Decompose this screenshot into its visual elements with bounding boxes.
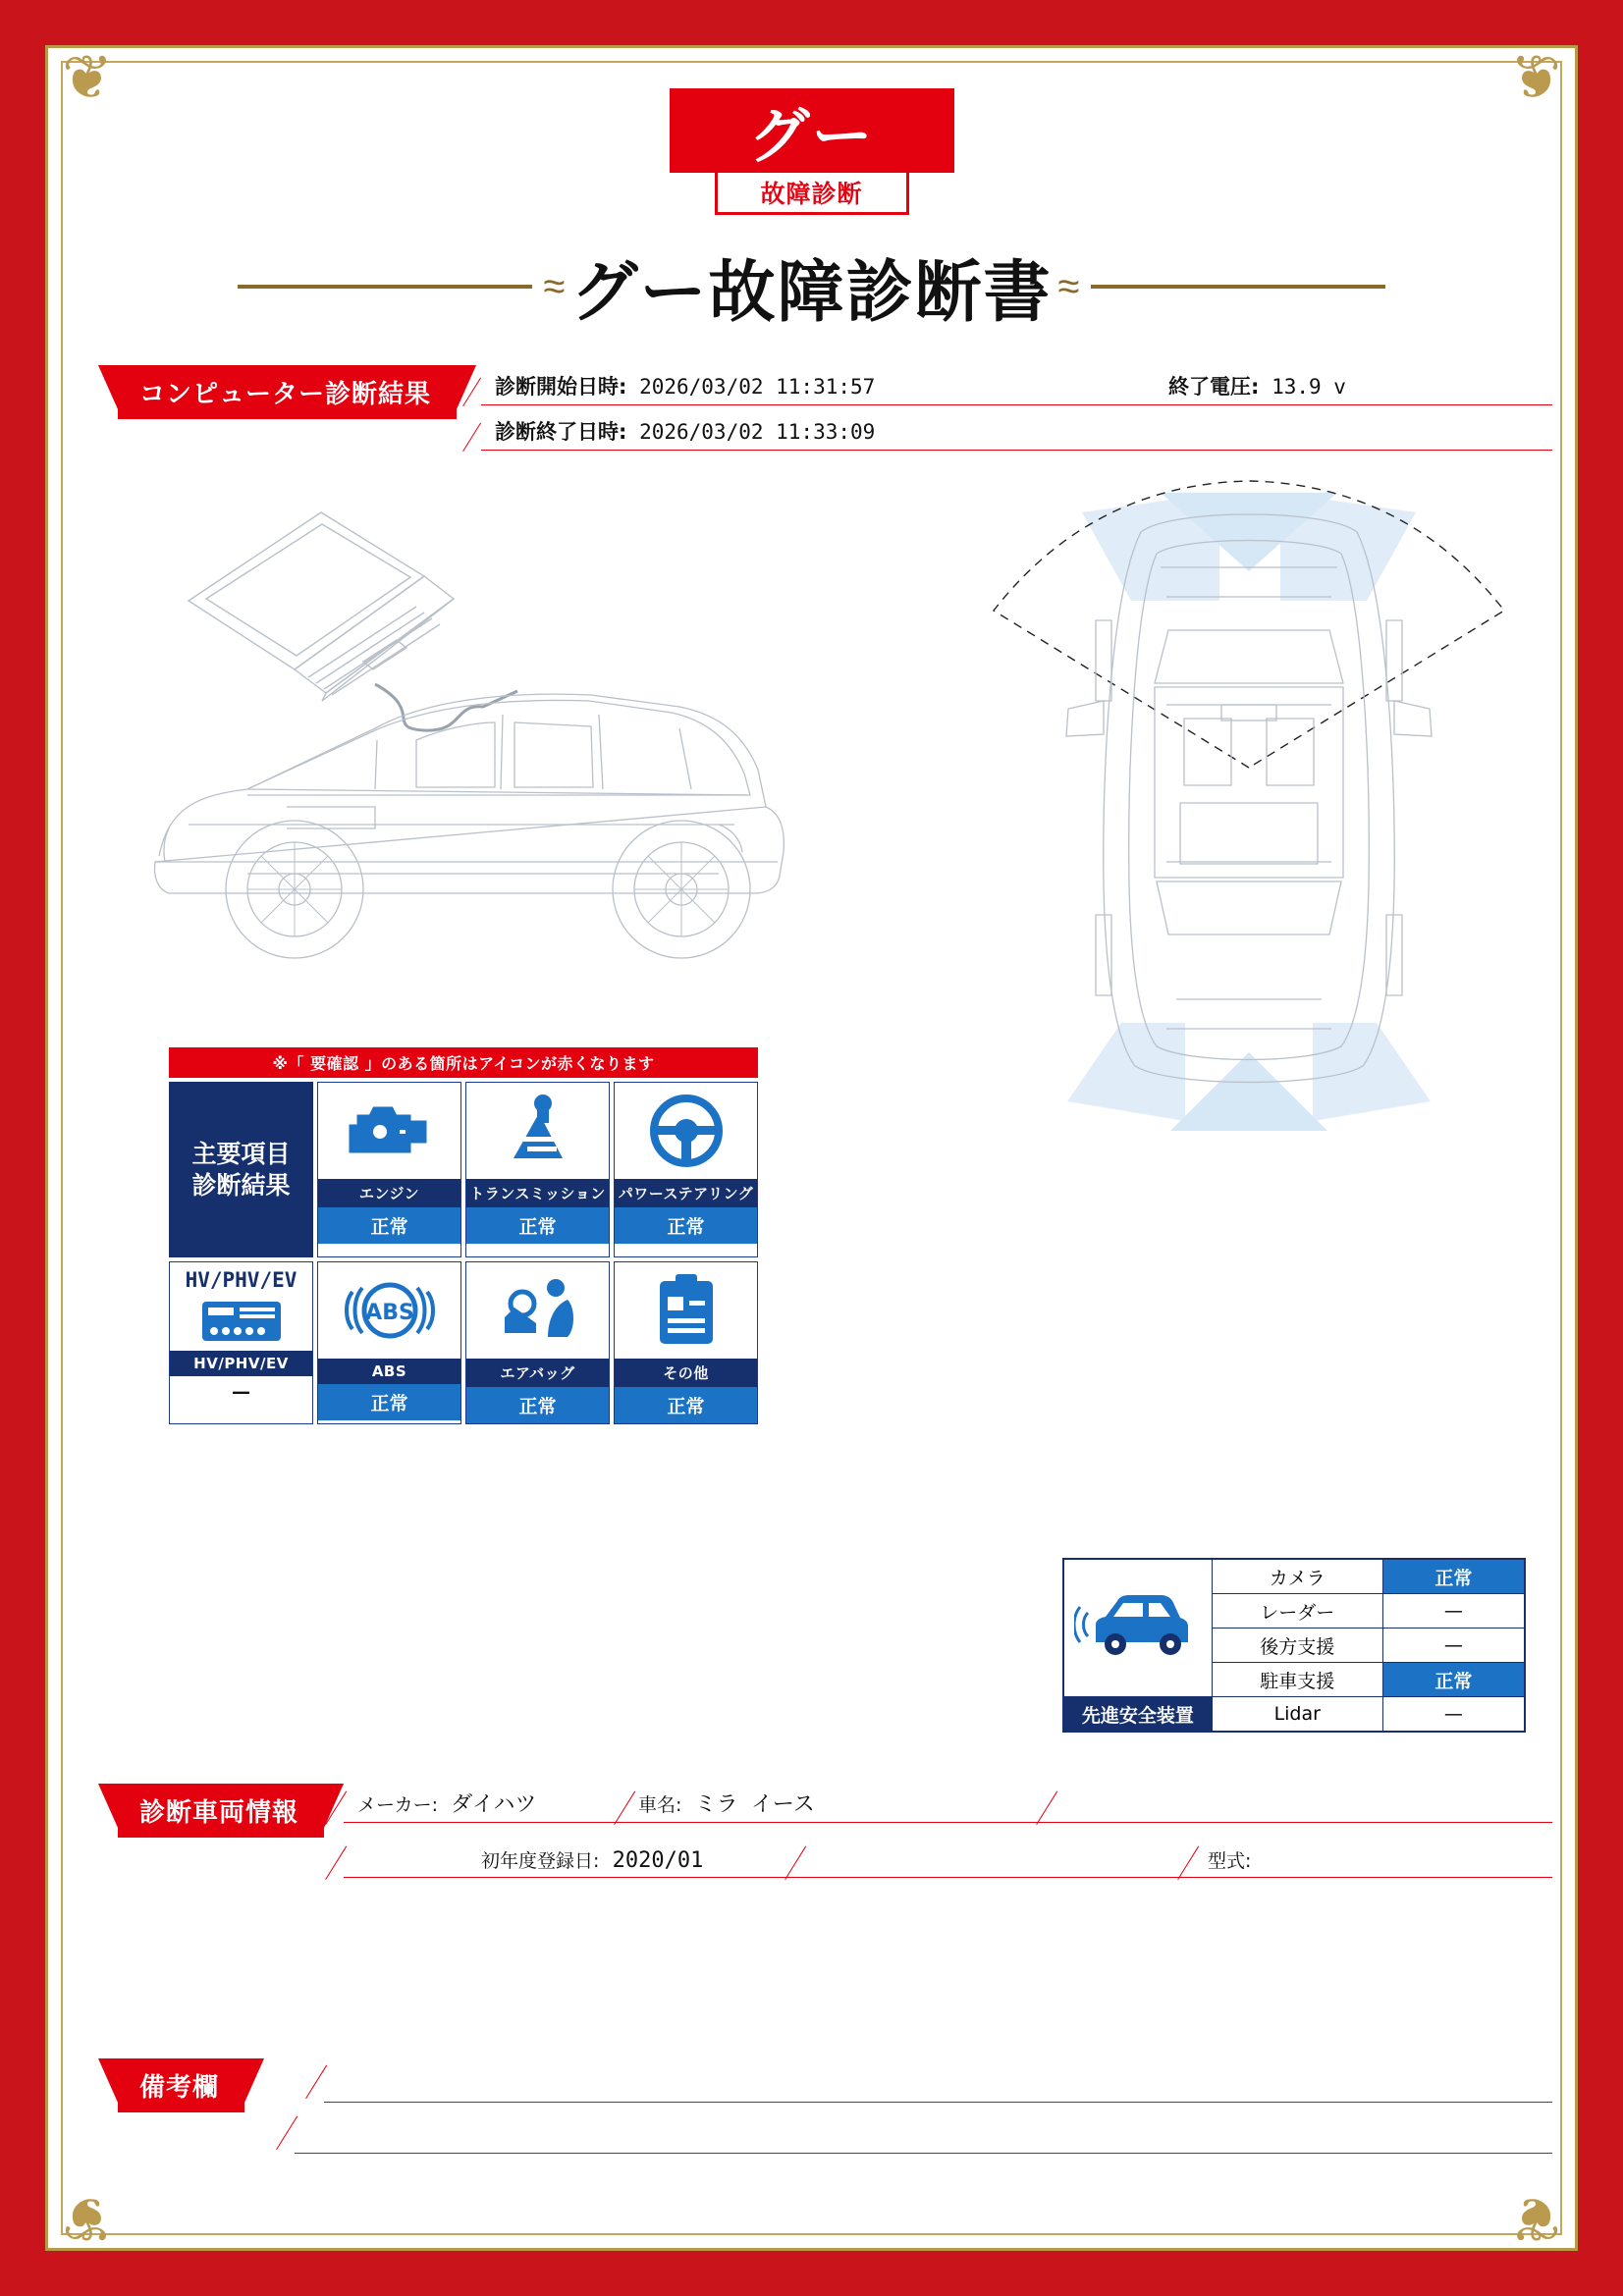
svg-text:ABS: ABS bbox=[364, 1301, 414, 1325]
item-engine[interactable] bbox=[317, 1082, 461, 1257]
adas-label-rear: 後方支援 bbox=[1212, 1629, 1382, 1663]
steering-icon bbox=[615, 1083, 757, 1179]
adas-footer-label: 先進安全装置 bbox=[1064, 1697, 1213, 1732]
title-rule-right bbox=[1091, 285, 1385, 289]
document-title-row bbox=[61, 233, 1562, 341]
item-abs-value: 正常 bbox=[318, 1384, 460, 1420]
vehicle-type-label: 型式: bbox=[1208, 1850, 1252, 1872]
item-steering-value: 正常 bbox=[615, 1207, 757, 1244]
item-steering-label: パワーステアリング bbox=[615, 1179, 757, 1207]
vehicle-first-reg-value: 2020/01 bbox=[612, 1848, 704, 1873]
corner-ornament-icon: ❦ bbox=[1510, 2184, 1561, 2252]
item-transmission-label: トランスミッション bbox=[466, 1179, 609, 1207]
vehicle-maker-label: メーカー: bbox=[357, 1794, 439, 1816]
items-head-cell bbox=[169, 1082, 313, 1257]
items-note: ※「 要確認 」のある箇所はアイコンが赤くなります bbox=[169, 1047, 758, 1078]
corner-ornament-icon: ❦ bbox=[62, 44, 113, 112]
vehicle-maker-line bbox=[344, 1784, 1552, 1829]
abs-icon bbox=[318, 1262, 460, 1359]
vehicle-info-ribbon: 診断車両情報 bbox=[118, 1784, 324, 1838]
title-ornament-icon: ≈ bbox=[1057, 265, 1080, 308]
logo-sub-text: 故障診断 bbox=[760, 180, 863, 208]
airbag-icon bbox=[466, 1262, 609, 1359]
item-other-label: その他 bbox=[615, 1359, 757, 1387]
end-voltage-label: 終了電圧: bbox=[1168, 375, 1260, 399]
item-abs-label: ABS bbox=[318, 1359, 460, 1384]
item-transmission-value: 正常 bbox=[466, 1207, 609, 1244]
computer-diagnosis-section bbox=[98, 365, 1552, 473]
table-row bbox=[1064, 1697, 1525, 1732]
vehicle-model-value: ミラ イース bbox=[694, 1792, 815, 1817]
item-airbag-value: 正常 bbox=[466, 1387, 609, 1423]
item-other-value: 正常 bbox=[615, 1387, 757, 1423]
vehicle-registration-line bbox=[344, 1839, 1552, 1884]
adas-label-lidar: Lidar bbox=[1212, 1697, 1382, 1732]
item-abs[interactable] bbox=[317, 1261, 461, 1424]
item-other[interactable] bbox=[614, 1261, 758, 1424]
top-view-car-illustration bbox=[974, 473, 1524, 1180]
main-items-section bbox=[169, 1047, 758, 1424]
logo-sub-box bbox=[715, 173, 909, 215]
computer-diagnosis-lines bbox=[481, 365, 1552, 455]
illustration-area bbox=[61, 483, 1562, 1062]
engine-icon bbox=[318, 1083, 460, 1179]
items-grid bbox=[169, 1078, 758, 1424]
adas-car-icon bbox=[1064, 1560, 1213, 1697]
adas-label-parking: 駐車支援 bbox=[1212, 1663, 1382, 1697]
document-page bbox=[61, 61, 1562, 2235]
vehicle-first-reg-label: 初年度登録日: bbox=[481, 1850, 600, 1872]
item-engine-label: エンジン bbox=[318, 1179, 460, 1207]
page-title: グー故障診断書 bbox=[570, 253, 1053, 332]
diagnosis-start-label: 診断開始日時: bbox=[495, 375, 627, 399]
diagnosis-finish-label: 診断終了日時: bbox=[495, 420, 627, 444]
adas-value-lidar: — bbox=[1382, 1697, 1524, 1732]
item-airbag-label: エアバッグ bbox=[466, 1359, 609, 1387]
transmission-icon bbox=[466, 1083, 609, 1179]
computer-diagnosis-ribbon: コンピューター診断結果 bbox=[118, 365, 457, 419]
diagnosis-finish-value: 2026/03/02 11:33:09 bbox=[639, 420, 876, 444]
adas-value-rear: — bbox=[1382, 1629, 1524, 1663]
item-hv-value: — bbox=[170, 1376, 312, 1408]
item-hv-title: HV/PHV/EV bbox=[185, 1268, 298, 1292]
diagnosis-start-value: 2026/03/02 11:31:57 bbox=[639, 375, 876, 399]
side-view-car-illustration bbox=[130, 483, 1013, 1033]
diagnosis-finish-line bbox=[481, 410, 1552, 455]
adas-table bbox=[1062, 1558, 1526, 1733]
end-voltage-value: 13.9 v bbox=[1271, 375, 1346, 399]
items-head-line2: 診断結果 bbox=[191, 1170, 291, 1200]
diagnosis-start-line bbox=[481, 365, 1552, 410]
adas-value-parking: 正常 bbox=[1382, 1663, 1524, 1697]
item-hv-phv-ev[interactable] bbox=[169, 1261, 313, 1424]
adas-label-camera: カメラ bbox=[1212, 1560, 1382, 1594]
item-engine-value: 正常 bbox=[318, 1207, 460, 1244]
adas-value-radar: — bbox=[1382, 1594, 1524, 1629]
item-airbag[interactable] bbox=[465, 1261, 610, 1424]
adas-label-radar: レーダー bbox=[1212, 1594, 1382, 1629]
logo-main-text: グー bbox=[748, 99, 875, 172]
item-steering[interactable] bbox=[614, 1082, 758, 1257]
clipboard-icon bbox=[615, 1262, 757, 1359]
vehicle-info-section bbox=[98, 1784, 1552, 1911]
title-ornament-icon: ≈ bbox=[543, 265, 566, 308]
item-hv-label: HV/PHV/EV bbox=[170, 1351, 312, 1376]
goo-logo bbox=[670, 88, 954, 215]
table-row bbox=[1064, 1560, 1525, 1594]
vehicle-maker-value: ダイハツ bbox=[451, 1792, 537, 1817]
adas-value-camera: 正常 bbox=[1382, 1560, 1524, 1594]
title-rule-left bbox=[238, 285, 532, 289]
corner-ornament-icon: ❦ bbox=[1510, 44, 1561, 112]
remarks-section bbox=[98, 2058, 1552, 2176]
item-transmission[interactable] bbox=[465, 1082, 610, 1257]
logo-main-box bbox=[670, 88, 954, 173]
corner-ornament-icon: ❦ bbox=[62, 2184, 113, 2252]
items-head-line1: 主要項目 bbox=[191, 1140, 291, 1169]
vehicle-model-label: 車名: bbox=[638, 1794, 682, 1816]
battery-icon bbox=[170, 1292, 312, 1351]
remarks-ribbon: 備考欄 bbox=[118, 2058, 244, 2112]
